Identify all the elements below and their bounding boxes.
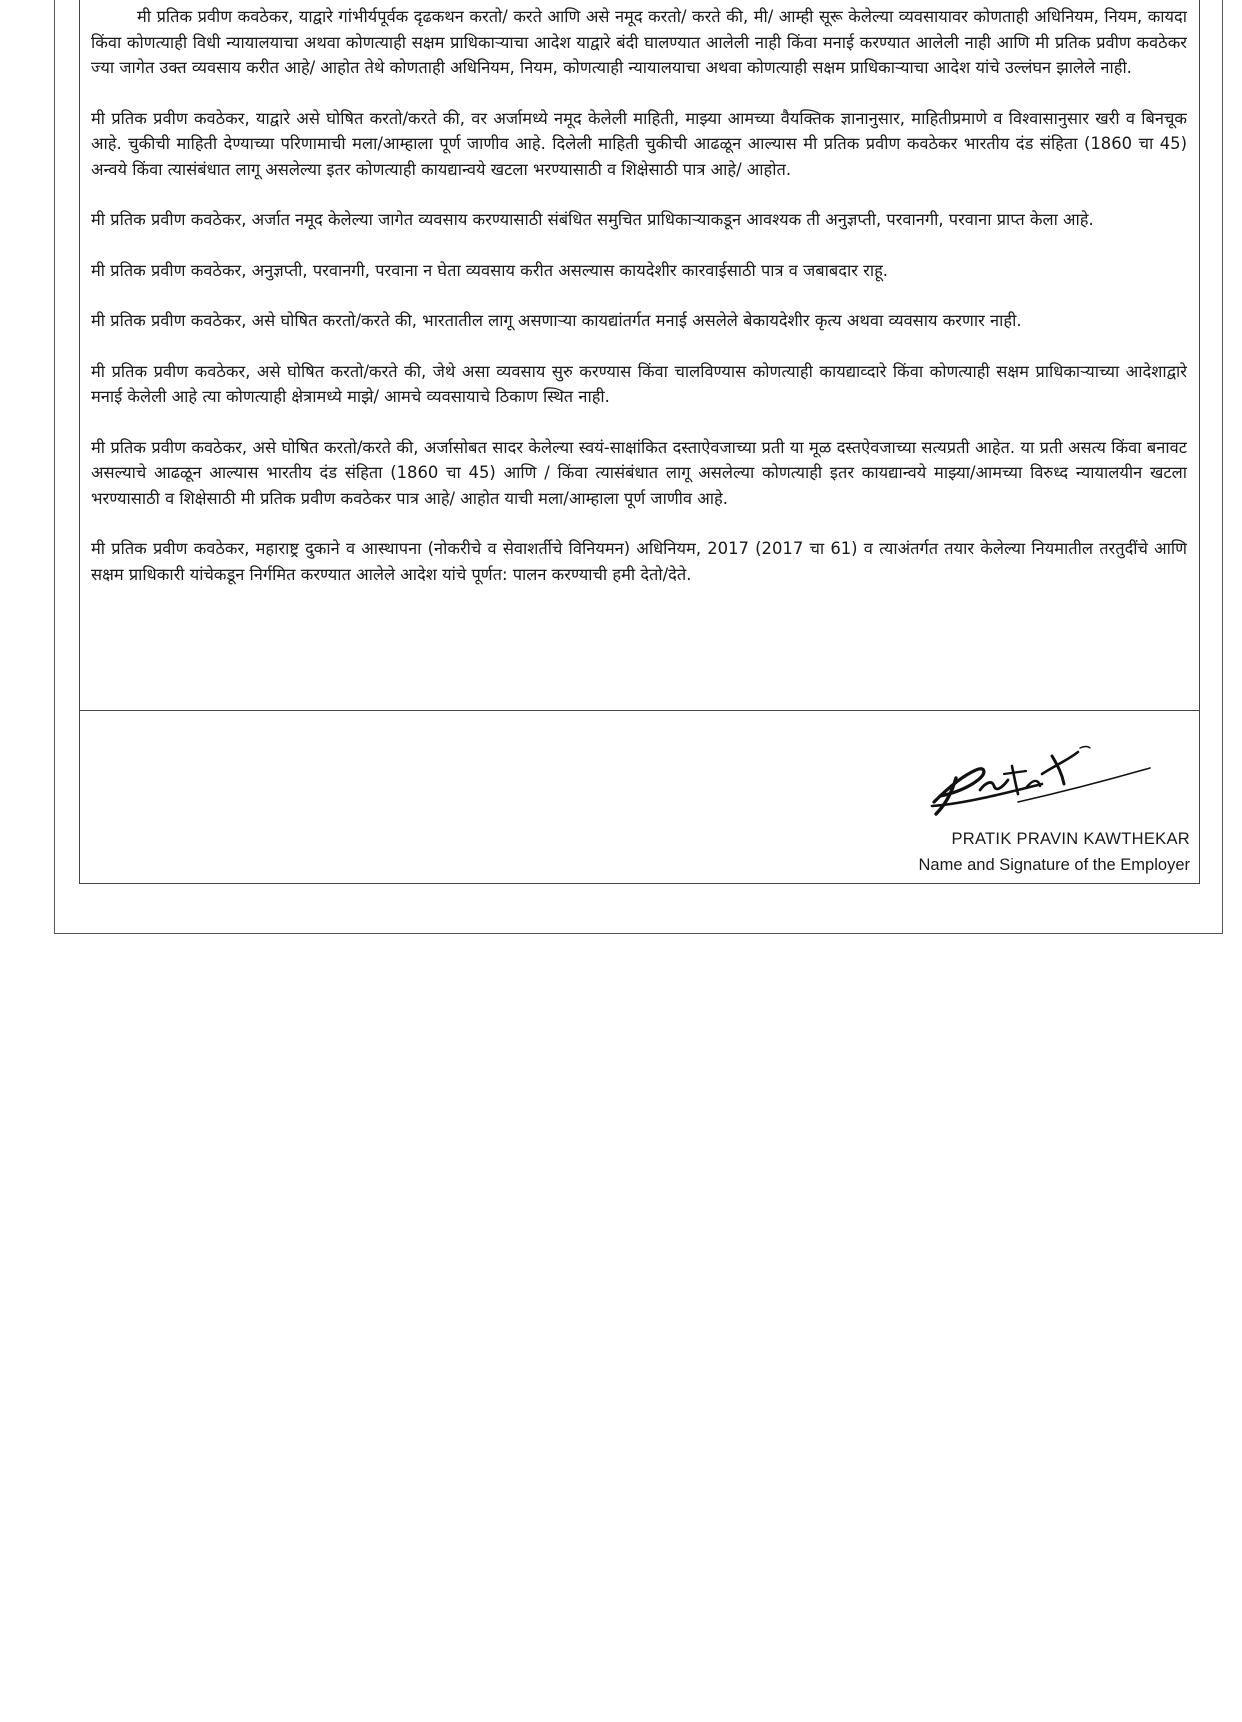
declaration-text xyxy=(91,4,1187,704)
declaration-paragraph-7: मी प्रतिक प्रवीण कवठेकर, असे घोषित करतो/करते की, अर्जासोबत सादर केलेल्या स्वयं-साक्षांकित दस्ताऐवजाच्या प्रती या मूळ दस्तऐवजाच्या सत्यप्रती आहेत. या प्रती असत्य किंवा बनावट असल्याचे आढळून आल्यास भारतीय दंड संहिता (1860 चा 45) आणि / किंवा त्यासंबंधात लागू असलेल्या कोणत्याही इतर कायद्यान्वये माझ्या/आमच्या विरुध्द न्यायालयीन खटला भरण्यासाठी व शिक्षेसाठी मी प्रतिक प्रवीण कवठेकर पात्र आहे/ आहोत याची मला/आम्हाला पूर्ण जाणीव आहे. xyxy=(91,437,1187,508)
declaration-paragraph-3: मी प्रतिक प्रवीण कवठेकर, अर्जात नमूद केलेल्या जागेत व्यवसाय करण्यासाठी संबंधित समुचित प्राधिकाऱ्याकडून आवश्यक ती अनुज्ञप्ती, परवानगी, परवाना प्राप्त केला आहे. xyxy=(91,210,1094,229)
signer-caption: Name and Signature of the Employer xyxy=(918,856,1190,874)
declaration-paragraph-4: मी प्रतिक प्रवीण कवठेकर, अनुज्ञप्ती, परवानगी, परवाना न घेता व्यवसाय करीत असल्यास कायदेशीर कारवाईसाठी पात्र व जबाबदार राहू. xyxy=(91,260,888,280)
signer-name: PRATIK PRAVIN KAWTHEKAR xyxy=(951,830,1190,848)
declaration-paragraph-6: मी प्रतिक प्रवीण कवठेकर, असे घोषित करतो/करते की, जेथे असा व्यवसाय सुरु करण्यास किंवा चालविण्यास कोणत्याही कायद्याव्दारे किंवा कोणत्याही सक्षम प्राधिकाऱ्याच्या आदेशाद्वारे मनाई केलेली आहे त्या कोणत्याही क्षेत्रामध्ये माझे/ आमचे व्यवसायाचे ठिकाण स्थित नाही. xyxy=(91,361,1187,406)
declaration-paragraph-5: मी प्रतिक प्रवीण कवठेकर, असे घोषित करतो/करते की, भारतातील लागू असणाऱ्या कायद्यांतर्गत मनाई असलेले बेकायदेशीर कृत्य अथवा व्यवसाय करणार नाही. xyxy=(91,311,1022,330)
signature-section-divider xyxy=(79,710,1200,711)
declaration-paragraph-1: मी प्रतिक प्रवीण कवठेकर, याद्वारे गांभीर्यपूर्वक दृढकथन करतो/ करते आणि असे नमूद करतो/ करते की, मी/ आम्ही सूरू केलेल्या व्यवसायावर कोणताही अधिनियम, नियम, कायदा किंवा कोणत्याही विधी न्यायालयाचा अथवा कोणत्याही सक्षम प्राधिकाऱ्याचा आदेश याद्वारे बंदी घालण्यात आलेली नाही किंवा मनाई करण्यात आलेली नाही आणि मी प्रतिक प्रवीण कवठेकर ज्या जागेत उक्त व्यवसाय करीत आहे/ आहोत तेथे कोणताही अधिनियम, नियम, कोणत्याही न्यायालयाचा अथवा कोणत्याही सक्षम प्राधिकाऱ्याचा आदेश यांचे उल्लंघन झालेले नाही. xyxy=(91,7,1187,77)
declaration-paragraph-2: मी प्रतिक प्रवीण कवठेकर, याद्वारे असे घोषित करतो/करते की, वर अर्जामध्ये नमूद केलेली माहिती, माझ्या आमच्या वैयक्तिक ज्ञानानुसार, माहितीप्रमाणे व विश्वासानुसार खरी व बिनचूक आहे. चुकीची माहिती देण्याच्या परिणामाची मला/आम्हाला पूर्ण जाणीव आहे. दिलेली माहिती चुकीची आढळून आल्यास मी प्रतिक प्रवीण कवठेकर भारतीय दंड संहिता (1860 चा 45) अन्वये किंवा त्यासंबंधात लागू असलेल्या इतर कोणत्याही कायद्यान्वये खटला भरण्यासाठी व शिक्षेसाठी पात्र आहे/ आहोत. xyxy=(91,108,1187,179)
declaration-paragraph-8: मी प्रतिक प्रवीण कवठेकर, महाराष्ट्र दुकाने व आस्थापना (नोकरीचे व सेवाशर्तीचे विनियमन) अधिनियम, 2017 (2017 चा 61) व त्याअंतर्गत तयार केलेल्या नियमातील तरतुदींचे आणि सक्षम प्राधिकारी यांचेकडून निर्गमित करण्यात आलेले आदेश यांचे पूर्णत: पालन करण्याची हमी देतो/देते. xyxy=(91,539,1187,584)
handwritten-signature xyxy=(922,744,1158,824)
